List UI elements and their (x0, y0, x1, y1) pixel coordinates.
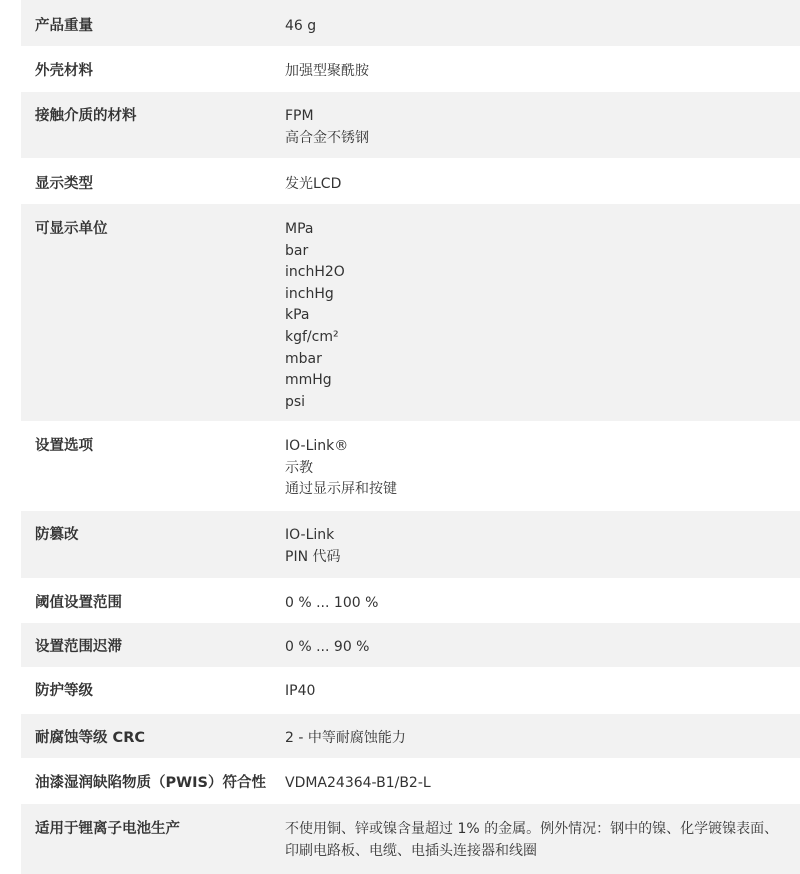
spec-label: 设置范围迟滞 (35, 639, 122, 655)
spec-value: FPM (285, 108, 314, 124)
spec-value: 发光LCD (285, 176, 342, 192)
spec-row-tamper-protection (21, 511, 800, 578)
spec-value: kPa (285, 307, 310, 324)
spec-values (285, 219, 800, 413)
spec-value: 46 g (285, 18, 317, 34)
spec-label: 接触介质的材料 (35, 108, 137, 124)
spec-row-threshold-range (21, 578, 800, 623)
spec-value: 示教 (285, 459, 313, 476)
spec-row-protection-class (21, 667, 800, 714)
spec-value: inchH2O (285, 264, 345, 281)
spec-values (285, 106, 800, 149)
spec-value: mmHg (285, 372, 332, 389)
spec-label: 设置选项 (35, 438, 93, 454)
spec-value: bar (285, 242, 309, 259)
spec-values (285, 593, 800, 615)
spec-label: 显示类型 (35, 176, 93, 192)
spec-label: 耐腐蚀等级 CRC (35, 730, 145, 746)
spec-label: 外壳材料 (35, 63, 93, 79)
spec-row-weight (21, 0, 800, 46)
spec-value: 加强型聚酰胺 (285, 63, 369, 79)
spec-row-wetted-materials (21, 92, 800, 158)
spec-value: inchHg (285, 285, 334, 302)
spec-value: MPa (285, 221, 314, 237)
spec-table (21, 0, 800, 874)
spec-value: 0 % ... 100 % (285, 595, 379, 611)
spec-row-pwis (21, 758, 800, 804)
spec-value: 不使用铜、锌或镍含量超过 1% 的金属。例外情况：钢中的镍、化学镀镍表面、 (285, 821, 779, 837)
spec-value: 印刷电路板、电缆、电插头连接器和线圈 (285, 842, 537, 859)
spec-label: 防护等级 (35, 683, 93, 699)
spec-values (285, 819, 800, 862)
spec-row-display-type (21, 158, 800, 204)
spec-row-housing-material (21, 46, 800, 92)
spec-row-hysteresis-range (21, 623, 800, 667)
spec-value: 高合金不锈钢 (285, 129, 369, 146)
spec-values (285, 637, 800, 659)
spec-values (285, 16, 800, 38)
spec-label: 可显示单位 (35, 221, 108, 237)
spec-row-display-units (21, 204, 800, 421)
spec-value: 通过显示屏和按键 (285, 481, 397, 498)
spec-value: 2 - 中等耐腐蚀能力 (285, 730, 406, 746)
spec-value: 0 % ... 90 % (285, 639, 370, 655)
spec-row-setting-options (21, 421, 800, 511)
spec-label: 防篡改 (35, 527, 79, 543)
spec-value: IO-Link (285, 527, 335, 543)
spec-values (285, 436, 800, 501)
spec-label: 油漆湿润缺陷物质（PWIS）符合性 (35, 775, 266, 791)
spec-row-crc (21, 714, 800, 758)
spec-value: psi (285, 393, 306, 410)
spec-values (285, 174, 800, 196)
spec-label: 阈值设置范围 (35, 595, 122, 611)
spec-value: mbar (285, 350, 322, 367)
spec-label: 适用于锂离子电池生产 (35, 821, 180, 837)
spec-value: VDMA24364-B1/B2-L (285, 775, 431, 791)
spec-values (285, 773, 800, 795)
spec-value: IO-Link® (285, 438, 349, 454)
spec-values (285, 61, 800, 83)
spec-values (285, 525, 800, 568)
spec-value: PIN 代码 (285, 548, 341, 565)
spec-label: 产品重量 (35, 18, 93, 34)
spec-value: kgf/cm² (285, 328, 339, 345)
spec-value: IP40 (285, 683, 316, 699)
spec-values (285, 728, 800, 750)
spec-values (285, 681, 800, 703)
spec-row-li-ion-suitability (21, 804, 800, 874)
